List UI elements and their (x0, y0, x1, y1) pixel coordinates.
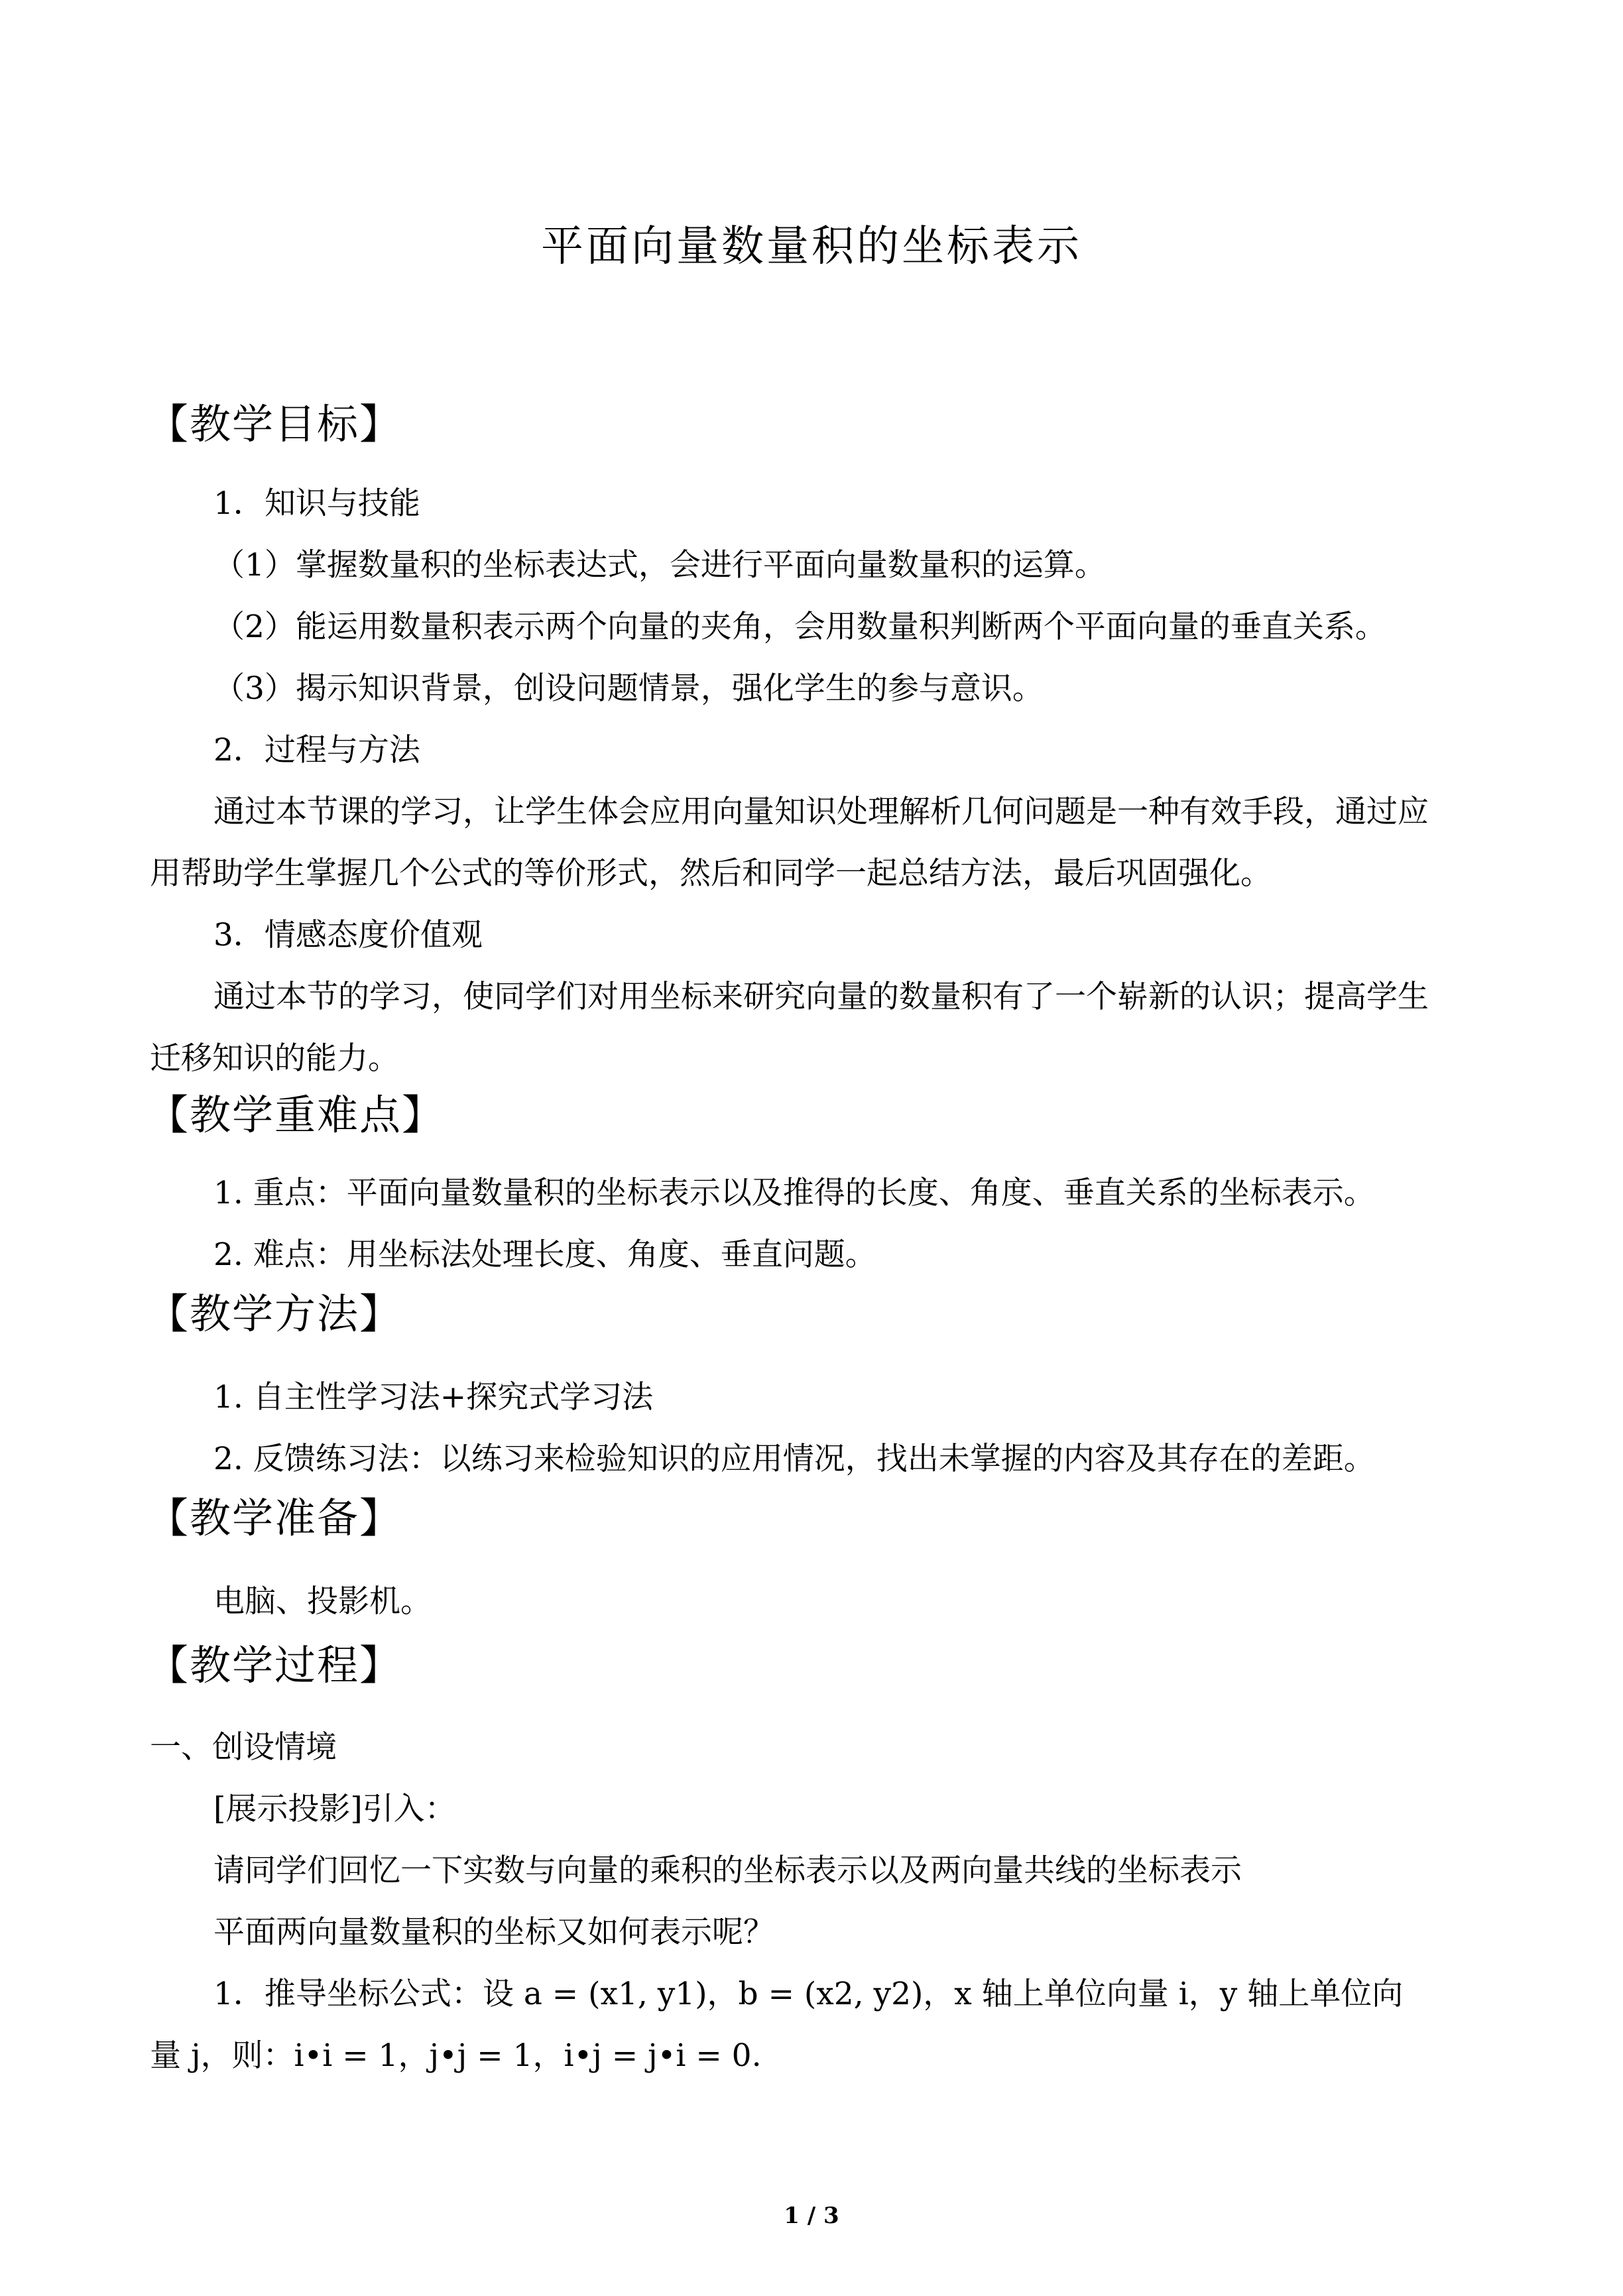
objectives-para3-line1: 通过本节的学习，使同学们对用坐标来研究向量的数量积有了一个崭新的认识；提高学生 (213, 979, 1429, 1015)
process-line3b: 量 j，则：i•i = 1，j•j = 1，i•j = j•i = 0. (150, 2037, 762, 2074)
methods-item2: 2. 反馈练习法：以练习来检验知识的应用情况，找出未掌握的内容及其存在的差距。 (213, 1441, 1375, 1477)
process-part1: 一、创设情境 (150, 1729, 337, 1766)
section-heading-methods: 【教学方法】 (147, 1290, 402, 1338)
section-heading-keypoints: 【教学重难点】 (147, 1091, 445, 1139)
objectives-sub2: 2．过程与方法 (213, 732, 420, 768)
section-heading-process: 【教学过程】 (147, 1641, 402, 1689)
keypoints-item2: 2. 难点：用坐标法处理长度、角度、垂直问题。 (213, 1237, 876, 1273)
methods-item1: 1. 自主性学习法+探究式学习法 (213, 1379, 654, 1416)
objectives-sub1: 1．知识与技能 (213, 485, 420, 522)
process-line3a: 1．推导坐标公式：设 a = (x1, y1)，b = (x2, y2)，x 轴上单位向量 i，y 轴上单位向 (213, 1976, 1404, 2012)
section-heading-preparation: 【教学准备】 (147, 1494, 402, 1542)
objectives-para3-line2: 迁移知识的能力。 (150, 1040, 399, 1077)
process-intro: [展示投影]引入： (213, 1791, 456, 1827)
objectives-para2-line1: 通过本节课的学习，让学生体会应用向量知识处理解析几何问题是一种有效手段，通过应 (213, 794, 1429, 830)
page-title: 平面向量数量积的坐标表示 (541, 222, 1082, 271)
preparation-item1: 电脑、投影机。 (213, 1583, 432, 1620)
objectives-para2-line2: 用帮助学生掌握几个公式的等价形式，然后和同学一起总结方法，最后巩固强化。 (150, 855, 1272, 892)
keypoints-item1: 1. 重点：平面向量数量积的坐标表示以及推得的长度、角度、垂直关系的坐标表示。 (213, 1175, 1375, 1211)
objectives-sub3: 3．情感态度价值观 (213, 917, 483, 953)
process-line1: 请同学们回忆一下实数与向量的乘积的坐标表示以及两向量共线的坐标表示 (213, 1852, 1242, 1889)
page-number: 1 / 3 (784, 2203, 839, 2229)
objectives-item2: （2）能运用数量积表示两个向量的夹角，会用数量积判断两个平面向量的垂直关系。 (213, 609, 1386, 645)
objectives-item1: （1）掌握数量积的坐标表达式，会进行平面向量数量积的运算。 (213, 547, 1106, 583)
process-line2: 平面两向量数量积的坐标又如何表示呢？ (213, 1914, 774, 1951)
section-heading-objectives: 【教学目标】 (147, 400, 402, 448)
objectives-item3: （3）揭示知识背景，创设问题情景，强化学生的参与意识。 (213, 670, 1044, 707)
